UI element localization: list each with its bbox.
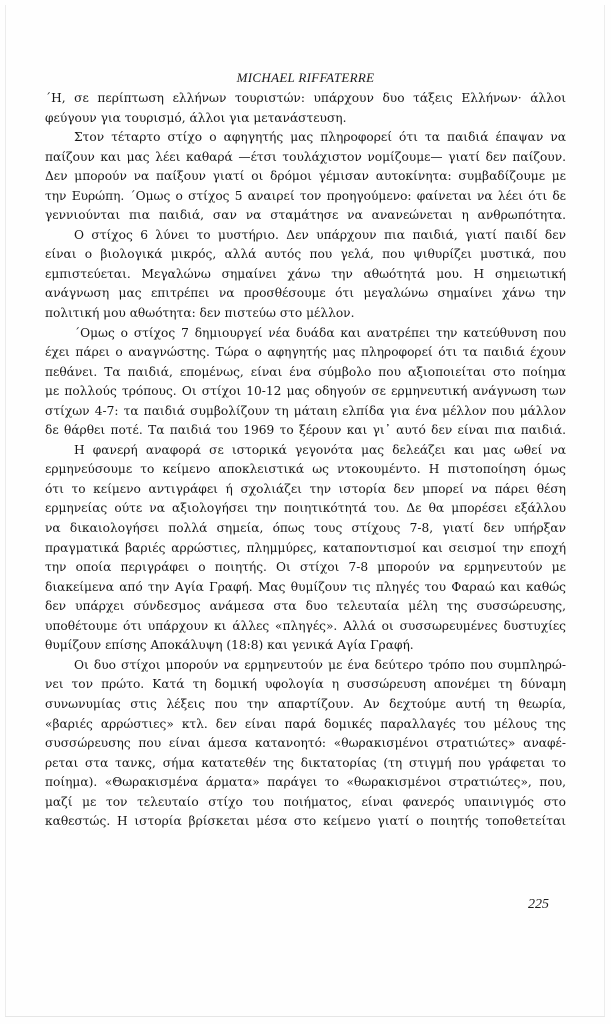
text-line: την οποία περιγράφει ο ποιητής. Οι στίχοι 7-8 μπορούν να ερμηνευτούν με [45,560,566,575]
text-line: ρεται στα τανκς, σήμα κατατεθέν της δικτατορίας (τη στιγμή που γράφεται το [45,755,566,770]
text-line: Στον τέταρτο στίχο ο αφηγητής μας πληροφορεί ότι τα παιδιά έπαψαν να [74,130,566,145]
text-line: θυμίζουν επίσης Αποκάλυψη (18:8) και γενικά Αγία Γραφή. [45,638,414,653]
text-line: συνωνυμίας στις λέξεις που την απαρτίζουν. Αν δεχτούμε αυτή τη θεωρία, [45,696,566,711]
scan-edge-bottom [5,1016,605,1017]
text-line: με πολλούς τρόπους. Οι στίχοι 10-12 μας οδηγούν σε ερμηνευτική ανάγνωση των [45,384,566,399]
text-line: διακείμενα από την Αγία Γραφή. Μας θυμίζουν τις πληγές του Φαραώ και καθώς [45,579,566,594]
text-line: ποίημα). «Θωρακισμένα άρματα» παράγει το «θωρακισμένοι στρατιώτες», που, [45,775,566,790]
text-line: γεννιούνται πια παιδιά, σαν να σταμάτησε να ανανεώνεται η ανθρωπότητα. [45,208,566,223]
text-line: ΄Ομως ο στίχος 7 δημιουργεί νέα δυάδα και ανατρέπει την κατεύθυνση που [74,325,566,340]
text-line: φεύγουν για τουρισμό, άλλοι για μετανάστευση. [45,110,347,125]
text-line: παίζουν και μας λέει καθαρά —έτσι τουλάχιστον νομίζουμε— γιατί δεν παίζουν. [45,149,566,164]
text-line: ότι το κείμενο αντιγράφει ή σχολιάζει την ιστορία δεν μπορεί να πάρει θέση [45,481,566,496]
running-head: MICHAEL RIFFATERRE [236,70,375,85]
text-line: πραγματικά βαριές αρρώστιες, πλημμύρες, καταποντισμοί και σεισμοί την εποχή [45,540,566,555]
page-number: 225 [528,897,549,912]
text-line: Δεν μπορούν να παίξουν γιατί οι δρόμοι γέμισαν αυτοκίνητα: συμβαδίζουμε με [45,169,566,184]
text-line: ερμηνεύσουμε το κείμενο αποκλειστικά ως ντοκουμέντο. Η πιστοποίηση όμως [45,462,566,477]
text-line: καθεστώς. Η ιστορία βρίσκεται μέσα στο κείμενο γιατί ο ποιητής τοποθετείται [45,814,566,829]
text-line: στίχων 4-7: τα παιδιά συμβολίζουν τη μάταιη ελπίδα για ένα μέλλον που μάλλον [45,403,566,418]
text-line: μαζί με τον τελευταίο στίχο του ποιήματος, είναι φανερός υπαινιγμός στο [45,794,566,809]
text-line: νει τον πρώτο. Κατά τη δομική υφολογία η συσσώρευση απονέμει τη δύναμη [45,677,566,692]
body-text [45,89,566,832]
text-line: ερμηνείας ούτε να αξιολογήσει την ποιητικότητά του. Δε θα μπορέσει εξάλλου [45,501,566,516]
text-line: την Ευρώπη. ΄Ομως ο στίχος 5 αναιρεί τον προηγούμενο: φαίνεται να λέει ότι δε [45,188,566,203]
text-line: δε θάρθει ποτέ. Τα παιδιά του 1969 το ξέρουν και γι᾿ αυτό δεν είναι πια παιδιά. [45,423,566,438]
text-line: είναι ο βιολογικά μικρός, αλλά αυτός που γελά, που ψιθυρίζει μυστικά, που [45,247,566,262]
text-line: ΄Η, σε περίπτωση ελλήνων τουριστών: υπάρχουν δυο τάξεις Ελλήνων· άλλοι [45,91,566,105]
text-line: να δικαιολογήσει πολλά σημεία, όπως τους στίχους 7-8, γιατί δεν υπήρξαν [45,521,566,536]
text-line: δεν υπάρχει σύνδεσμος ανάμεσα στα δυο τελευταία μέλη της συσσώρευσης, [45,599,566,614]
scan-edge-right [604,5,605,1017]
text-line: συσσώρευσης που είναι άμεσα κατανοητό: «θωρακισμένοι στρατιώτες» αναφέ- [45,736,566,751]
text-line: «βαριές αρρώστιες» κτλ. δεν είναι παρά δομικές παραλλαγές του μέλους της [45,716,566,731]
text-line: πεθάνει. Τα παιδιά, επομένως, είναι ένα σύμβολο που αξιοποιείται στο ποίημα [45,364,566,379]
text-line: ανάγνωση μας επιτρέπει να προσθέσουμε ότι μεγαλώνω σημαίνει χάνω την [45,286,566,301]
scan-edge-left [5,5,6,1017]
text-line: Ο στίχος 6 λύνει το μυστήριο. Δεν υπάρχουν πια παιδιά, γιατί παιδί δεν [74,227,566,242]
text-line: υποθέτουμε ότι υπάρχουν κι άλλες «πληγές». Αλλά οι συσσωρευμένες δυστυχίες [45,618,566,633]
text-line: έχει πάρει ο αναγνώστης. Τώρα ο αφηγητής μας πληροφορεί ότι τα παιδιά έχουν [45,345,566,360]
text-line: Οι δυο στίχοι μπορούν να ερμηνευτούν με ένα δεύτερο τρόπο που συμπληρώ- [74,657,566,672]
text-line: Η φανερή αναφορά σε ιστορικά γεγονότα μας δελεάζει και μας ωθεί να [74,442,566,457]
text-line: πολιτική μου αθωότητα: δεν πιστεύω στο μέλλον. [45,306,355,321]
text-line: εμπιστεύεται. Μεγαλώνω σημαίνει χάνω την αθωότητά μου. Η σημειωτική [45,266,566,281]
